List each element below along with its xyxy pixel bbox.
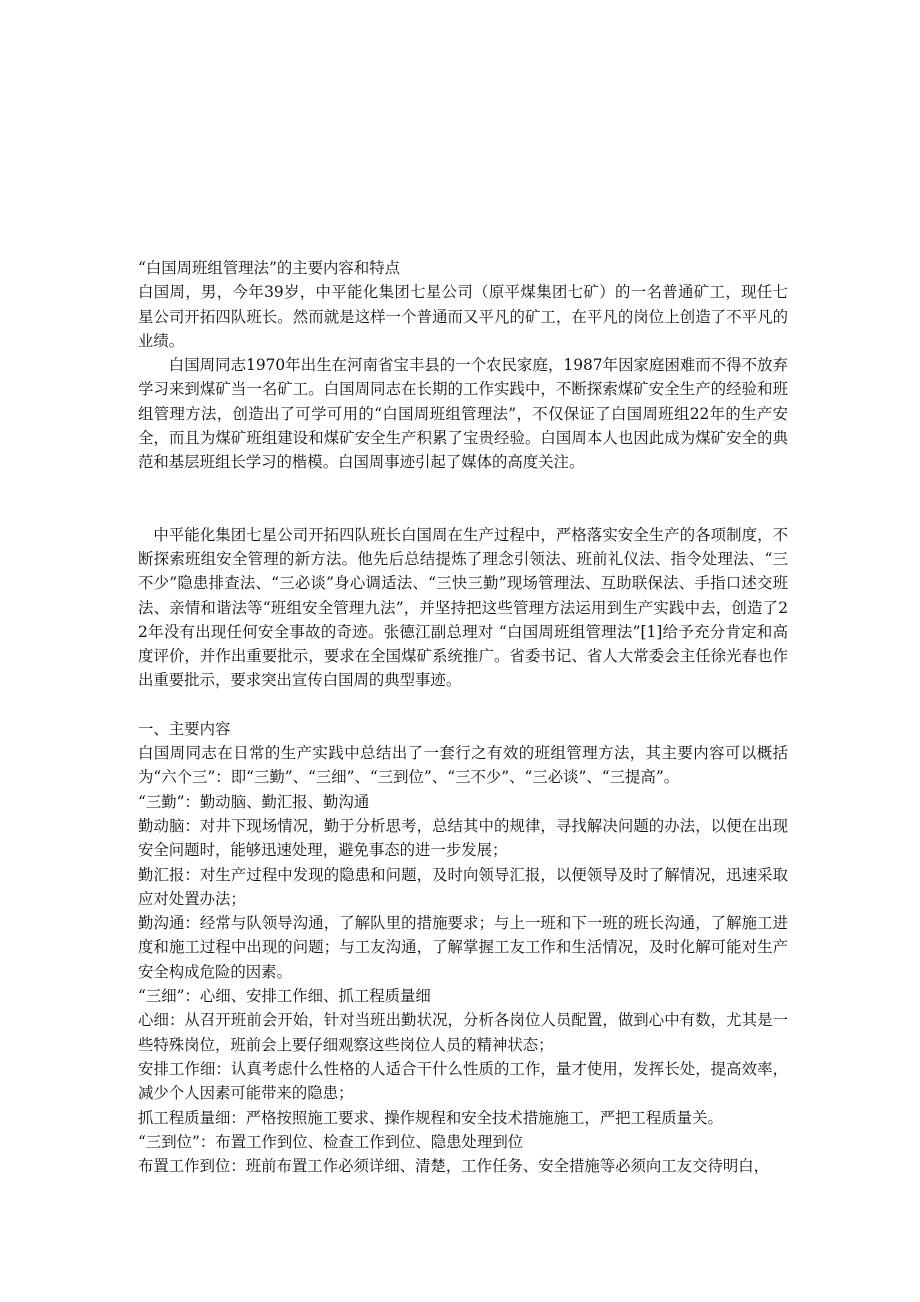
intro-paragraph-1: 白国周，男，今年39岁，中平能化集团七星公司（原平煤集团七矿）的一名普通矿工，现任七星公司开拓四队班长。然而就是这样一个普通而又平凡的矿工，在平凡的岗位上创造了不平凡的业绩。 [138,283,788,350]
section-heading-main-content: 一、主要内容 [138,719,231,738]
section-summary: 白国周同志在日常的生产实践中总结出了一套行之有效的班组管理方法，其主要内容可以概括为“六个三”：即“三勤”、“三细”、“三到位”、“三不少”、“三必谈”、“三提高”。 [138,744,788,787]
document-page [138,256,788,1178]
spacer [138,475,788,523]
subheading-san-xi: “三细”：心细、安排工作细、抓工程质量细 [138,987,431,1006]
subheading-san-daowei: “三到位”：布置工作到位、检查工作到位、隐患处理到位 [138,1132,524,1151]
item-daowei-buzhi: 布置工作到位：班前布置工作必须详细、清楚，工作任务、安全措施等必须向工友交待明白， [138,1157,770,1176]
item-xi-anpai: 安排工作细：认真考虑什么性格的人适合干什么性质的工作，量才使用，发挥长处，提高效率，减少个人因素可能带来的隐患； [138,1059,788,1103]
subheading-san-qin: “三勤”：勤动脑、勤汇报、勤沟通 [138,792,370,811]
item-qin-dongnao: 勤动脑：对井下现场情况，勤于分析思考，总结其中的规律，寻找解决问题的办法，以便在出现安全问题时，能够迅速处理，避免事态的进一步发展； [138,816,788,860]
spacer [138,693,788,717]
item-xi-xinxi: 心细：从召开班前会开始，针对当班出勤状况，分析各岗位人员配置，做到心中有数，尤其是一些特殊岗位，班前会上要仔细观察这些岗位人员的精神状态； [138,1011,788,1054]
intro-paragraph-3: 中平能化集团七星公司开拓四队班长白国周在生产过程中，严格落实安全生产的各项制度，不断探索班组安全管理的新方法。他先后总结提炼了理念引领法、班前礼仪法、指令处理法、“三不少”隐患排查法、“三必谈”身心调适法、“三快三勤”现场管理法、互助联保法、手指口述交班法、亲情和谐法等“班组安全管理九法”，并坚持把这些管理方法运用到生产实践中去，创造了22年没有出现任何安全事故的奇迹。张德江副总理对 “白国周班组管理法”[1]给予充分肯定和高度评价，并作出重要批示，要求在全国煤矿系统推广。省委书记、省人大常委会主任徐光春也作出重要批示，要求突出宣传白国周的典型事迹。 [138,525,788,690]
document-title: “白国周班组管理法”的主要内容和特点 [138,259,400,277]
intro-paragraph-2: 白国周同志1970年出生在河南省宝丰县的一个农民家庭，1987年因家庭困难而不得不放弃学习来到煤矿当一名矿工。白国周同志在长期的工作实践中，不断探索煤矿安全生产的经验和班组管理方法，创造出了可学可用的“白国周班组管理法”，不仅保证了白国周班组22年的生产安全，而且为煤矿班组建设和煤矿安全生产积累了宝贵经验。白国周本人也因此成为煤矿安全的典范和基层班组长学习的楷模。白国周事迹引起了媒体的高度关注。 [138,356,788,472]
item-xi-zhiliang: 抓工程质量细：严格按照施工要求、操作规程和安全技术措施施工，严把工程质量关。 [138,1108,723,1127]
item-qin-huibao: 勤汇报：对生产过程中发现的隐患和问题，及时向领导汇报，以便领导及时了解情况，迅速采取应对处置办法； [138,865,788,908]
item-qin-goutong: 勤沟通：经常与队领导沟通，了解队里的措施要求；与上一班和下一班的班长沟通，了解施工进度和施工过程中出现的问题；与工友沟通，了解掌握工友工作和生活情况，及时化解可能对生产安全构成危险的因素。 [138,914,788,981]
